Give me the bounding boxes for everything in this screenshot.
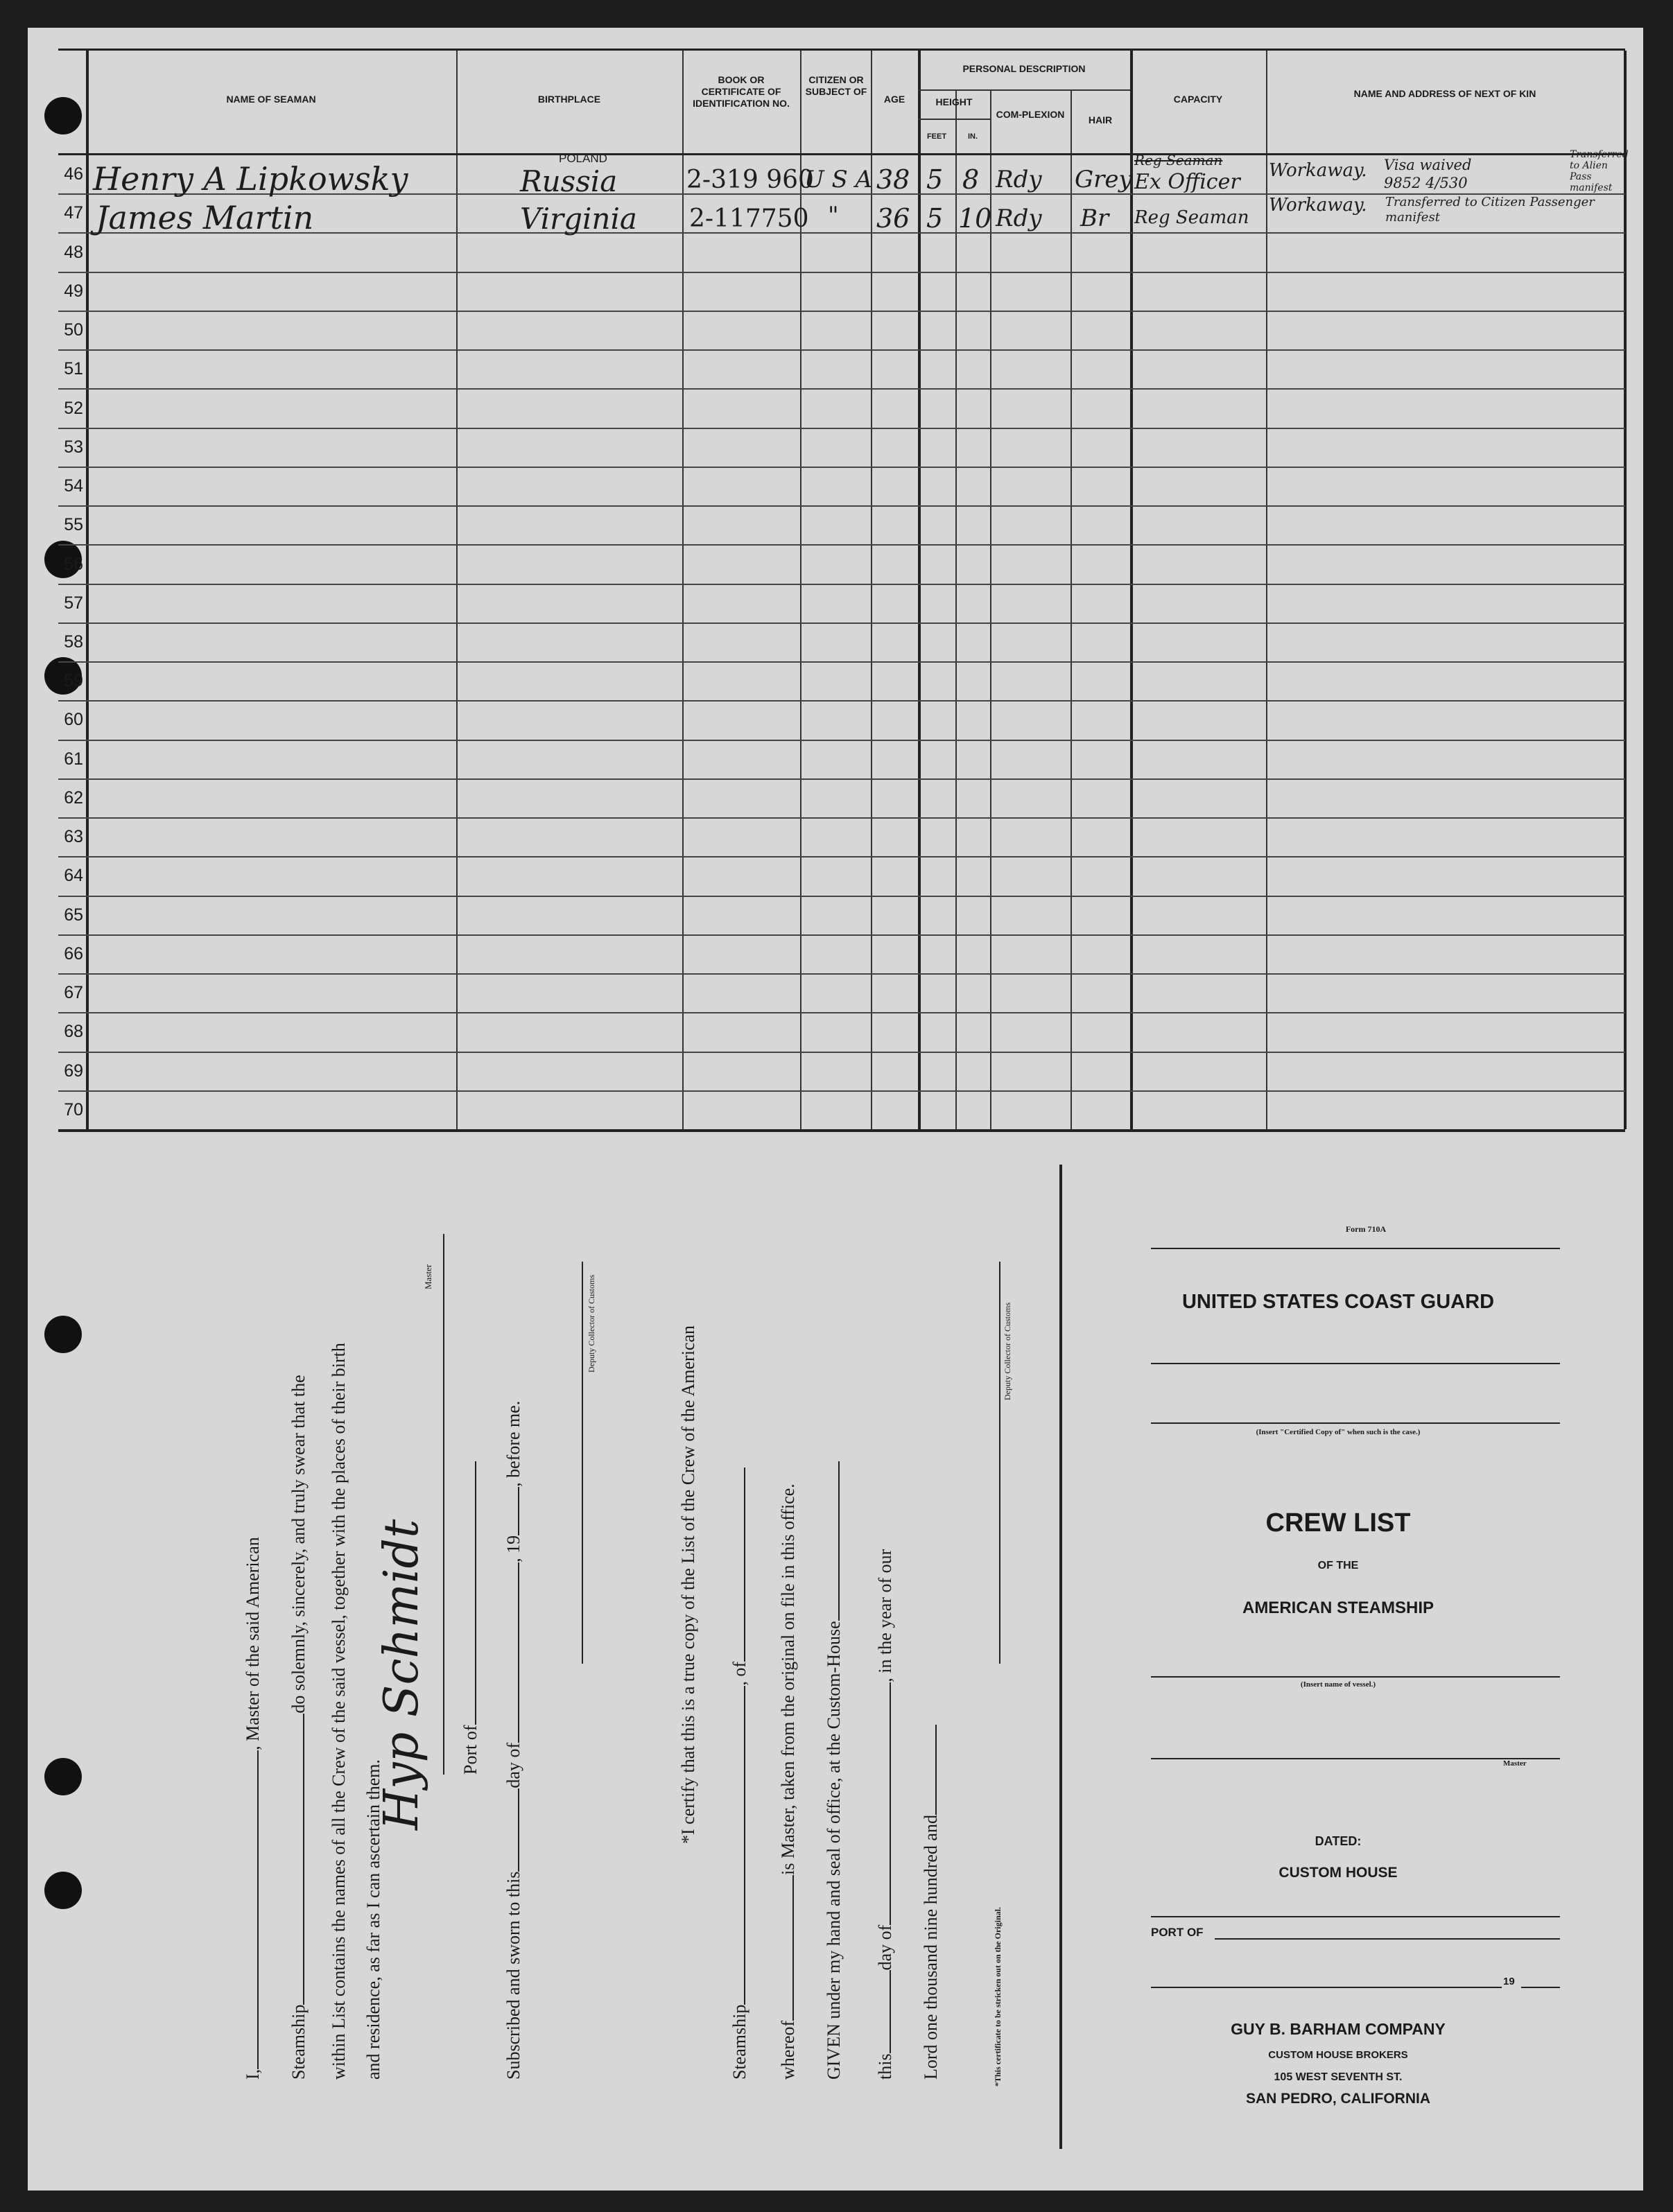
certify-line-2: Steamship, of <box>729 1468 750 2080</box>
punch-hole <box>44 1872 82 1909</box>
certify-line-3: whereofis Master, taken from the original on file in this office. <box>778 1483 798 2080</box>
custom-house-label: CUSTOM HOUSE <box>1278 1865 1398 1881</box>
master-signature: Hyp Schmidt <box>374 1519 429 1830</box>
complexion: Rdy <box>996 204 1042 232</box>
row-number: 62 <box>64 787 83 808</box>
port-of-label: PORT OF <box>1151 1926 1204 1939</box>
form-number: Form 710A <box>1345 1224 1387 1234</box>
row-number: 69 <box>64 1061 83 1081</box>
rule <box>1151 1916 1560 1917</box>
punch-hole <box>44 1316 82 1353</box>
year-label: 19 <box>1503 1976 1515 1987</box>
header-personal-description: PERSONAL DESCRIPTION <box>962 63 1086 74</box>
rule <box>1151 1248 1560 1249</box>
date-line <box>1151 1987 1502 1988</box>
row-number: 48 <box>64 242 83 262</box>
header-inches: IN. <box>967 132 978 141</box>
capacity: Ex Officer <box>1134 170 1240 194</box>
seaman-name: James Martin <box>96 199 314 236</box>
header-age: AGE <box>883 94 905 105</box>
certify-line-1: *I certify that this is a true copy of the List of the Crew of the American <box>678 1325 698 1844</box>
table-row <box>58 661 1625 702</box>
rule <box>1151 1363 1560 1364</box>
master-line <box>1151 1758 1560 1759</box>
row-number: 57 <box>64 593 83 613</box>
row-number: 54 <box>64 476 83 496</box>
table-row <box>58 544 1625 584</box>
table-row <box>58 1090 1625 1129</box>
table-row <box>58 232 1625 272</box>
row-number: 60 <box>64 710 83 730</box>
table-row <box>58 622 1625 663</box>
insert-certified-note: (Insert "Certified Copy of" when such is the case.) <box>1256 1428 1421 1436</box>
certify-line-4: GIVEN under my hand and seal of office, at the Custom-House <box>824 1461 844 2080</box>
row-number: 47 <box>64 203 83 223</box>
header-height: HEIGHT <box>935 96 973 107</box>
row-number: 70 <box>64 1099 83 1120</box>
rule <box>1151 1422 1560 1424</box>
oath-line-4: and residence, as far as I can ascertain them. <box>363 1759 383 2080</box>
certify-line-5: thisday of, in the year of our <box>875 1549 895 2080</box>
row-number: 51 <box>64 359 83 379</box>
table-row <box>58 778 1625 819</box>
row-number: 58 <box>64 632 83 652</box>
next-of-kin-visa: Visa waived 9852 4/530 <box>1384 157 1472 191</box>
master-label: Master <box>423 1264 433 1289</box>
table-row <box>58 896 1625 936</box>
american-steamship: AMERICAN STEAMSHIP <box>1242 1599 1434 1617</box>
port-of-line <box>1215 1938 1560 1940</box>
crew-table <box>58 49 1629 1132</box>
year-line <box>1521 1987 1560 1988</box>
book-number: 2-117750 <box>689 204 809 233</box>
port-of-line: Port of <box>460 1462 481 1775</box>
certify-footnote: *This certificate to be stricken out on the Original. <box>993 1907 1003 2087</box>
fold-divider <box>1059 1165 1062 2149</box>
header-citizen: CITIZEN OR SUBJECT OF <box>805 74 867 97</box>
next-of-kin: Workaway. <box>1269 160 1367 181</box>
dated-label: DATED: <box>1315 1834 1362 1848</box>
of-the: OF THE <box>1317 1560 1359 1571</box>
deputy-collector-label: Deputy Collector of Customs <box>1003 1303 1012 1400</box>
age: 36 <box>876 203 910 234</box>
table-row <box>58 856 1625 896</box>
table-row <box>58 1052 1625 1092</box>
header-hair: HAIR <box>1088 114 1113 125</box>
height-feet: 5 <box>926 164 944 195</box>
company-city: SAN PEDRO, CALIFORNIA <box>1245 2091 1430 2107</box>
row-number: 52 <box>64 398 83 418</box>
birthplace: Virginia <box>520 202 637 236</box>
table-row <box>58 311 1625 351</box>
subscribed-line: Subscribed and sworn to thisday of, 19, before me. <box>503 1400 523 2080</box>
height-inches: 8 <box>962 164 980 195</box>
row-number: 50 <box>64 320 83 340</box>
height-inches: 10 <box>958 203 992 234</box>
header-feet: FEET <box>926 132 947 141</box>
age: 38 <box>876 164 910 195</box>
row-number: 61 <box>64 749 83 769</box>
birthplace: Russia <box>520 164 618 198</box>
table-row <box>58 388 1625 428</box>
row-number: 66 <box>64 943 83 964</box>
height-feet: 5 <box>926 203 944 234</box>
header-capacity: CAPACITY <box>1173 94 1223 105</box>
table-row <box>58 467 1625 507</box>
row-number: 46 <box>64 164 83 184</box>
insert-vessel-note: (Insert name of vessel.) <box>1300 1680 1376 1689</box>
row-number: 67 <box>64 983 83 1003</box>
table-row <box>58 505 1625 546</box>
row-number: 56 <box>64 554 83 574</box>
table-row <box>58 428 1625 468</box>
next-of-kin-transfer: Transferred to Citizen Passenger manifest <box>1385 195 1595 225</box>
company-subtitle: CUSTOM HOUSE BROKERS <box>1268 2049 1408 2061</box>
oath-line-1: I,, Master of the said American <box>243 1537 263 2080</box>
table-row <box>58 584 1625 624</box>
citizen: U S A <box>804 166 873 193</box>
row-number: 68 <box>64 1022 83 1042</box>
capacity-note: Reg Seaman <box>1134 152 1223 168</box>
row-number: 53 <box>64 437 83 457</box>
table-row <box>58 272 1625 312</box>
vessel-name-line <box>1151 1676 1560 1678</box>
agency-title: UNITED STATES COAST GUARD <box>1181 1291 1495 1313</box>
row-number: 49 <box>64 281 83 301</box>
next-of-kin-transfer: Transferred to Alien Pass manifest <box>1570 149 1629 193</box>
header-next-of-kin: NAME AND ADDRESS OF NEXT OF KIN <box>1353 88 1536 99</box>
complexion: Rdy <box>996 166 1042 193</box>
citizen: " <box>828 202 839 229</box>
row-number: 63 <box>64 827 83 847</box>
table-row <box>58 1012 1625 1052</box>
certify-line-6: Lord one thousand nine hundred and <box>921 1725 942 2080</box>
header-book-certificate: BOOK OR CERTIFICATE OF IDENTIFICATION NO. <box>693 74 790 109</box>
seaman-name: Henry A Lipkowsky <box>93 160 408 198</box>
header-complexion: COM-PLEXION <box>996 109 1065 120</box>
table-row <box>58 973 1625 1013</box>
header-name-of-seaman: NAME OF SEAMAN <box>226 94 316 105</box>
master-caption: Master <box>1503 1759 1527 1768</box>
table-row <box>58 817 1625 857</box>
row-number: 65 <box>64 905 83 925</box>
table-row <box>58 934 1625 975</box>
table-row <box>58 349 1625 390</box>
row-number: 55 <box>64 515 83 535</box>
oath-line-3: within List contains the names of all the Crew of the said vessel, together with the places of their birth <box>329 1343 349 2080</box>
header-birthplace: BIRTHPLACE <box>537 94 601 105</box>
table-row <box>58 740 1625 780</box>
book-number: 2-319 960 <box>686 166 814 194</box>
deputy-signature-line <box>567 1262 588 1664</box>
company-name: GUY B. BARHAM COMPANY <box>1231 2020 1446 2038</box>
deputy-collector-label: Deputy Collector of Customs <box>587 1275 596 1373</box>
next-of-kin: Workaway. <box>1269 195 1367 216</box>
birthplace-note: POLAND <box>559 152 607 165</box>
capacity: Reg Seaman <box>1134 207 1249 228</box>
hair: Grey <box>1075 166 1132 193</box>
signature-line <box>428 1234 449 1775</box>
row-number: 64 <box>64 866 83 886</box>
row-number: 59 <box>64 671 83 691</box>
company-address: 105 WEST SEVENTH ST. <box>1274 2071 1403 2083</box>
crew-list-title: CREW LIST <box>1265 1508 1411 1538</box>
oath-line-2: Steamshipdo solemnly, sincerely, and truly swear that the <box>288 1375 309 2080</box>
punch-hole <box>44 1758 82 1795</box>
hair: Br <box>1080 204 1109 232</box>
table-row <box>58 700 1625 740</box>
